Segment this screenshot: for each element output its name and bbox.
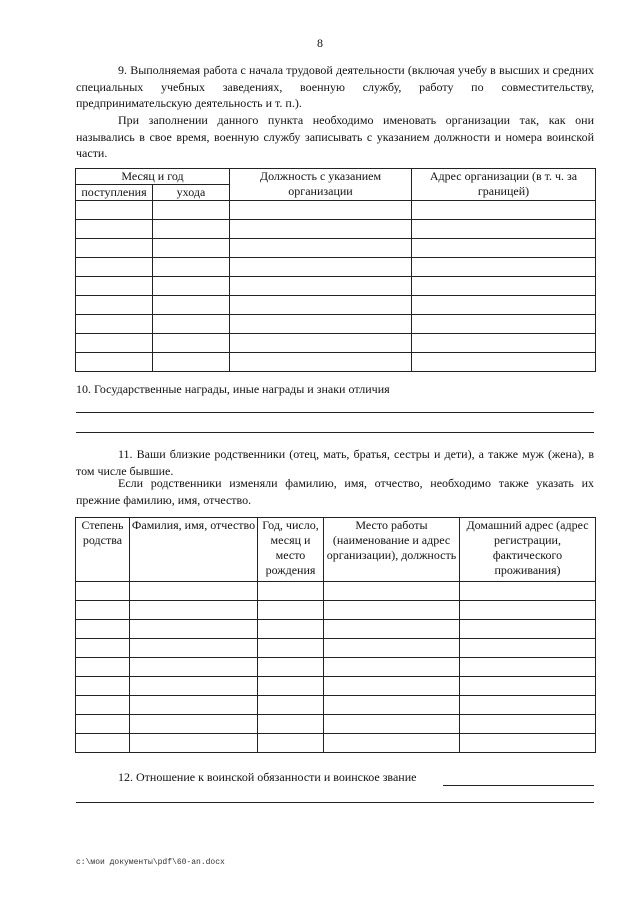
military-line-2[interactable]: [76, 802, 594, 803]
table-row: [76, 620, 596, 639]
table-cell[interactable]: [324, 696, 460, 715]
table-cell[interactable]: [412, 258, 596, 277]
table-row: [76, 239, 596, 258]
table-cell[interactable]: [76, 620, 130, 639]
header-work: Место работы (наименование и адрес организации), должность: [324, 518, 460, 582]
table-cell[interactable]: [153, 277, 230, 296]
table-cell[interactable]: [230, 296, 412, 315]
table-cell[interactable]: [460, 715, 596, 734]
table-cell[interactable]: [153, 334, 230, 353]
table-cell[interactable]: [76, 201, 153, 220]
table-cell[interactable]: [130, 582, 258, 601]
table-cell[interactable]: [460, 677, 596, 696]
section-11-title: 11. Ваши близкие родственники (отец, мать, братья, сестры и дети), а также муж (жена), в том числе бывшие.: [76, 447, 594, 478]
table-cell[interactable]: [230, 201, 412, 220]
table-cell[interactable]: [324, 658, 460, 677]
table-row: [76, 677, 596, 696]
table-row: [76, 601, 596, 620]
table-cell[interactable]: [76, 296, 153, 315]
table-cell[interactable]: [230, 334, 412, 353]
table-cell[interactable]: [460, 696, 596, 715]
header-leaving: ухода: [153, 185, 230, 201]
table-cell[interactable]: [76, 658, 130, 677]
table-cell[interactable]: [76, 334, 153, 353]
table-cell[interactable]: [258, 715, 324, 734]
page-number: 8: [317, 36, 323, 50]
table-cell[interactable]: [324, 677, 460, 696]
table-cell[interactable]: [412, 277, 596, 296]
table-row: [76, 315, 596, 334]
table-cell[interactable]: [324, 601, 460, 620]
section-11-note: Если родственники изменяли фамилию, имя, отчество, необходимо также указать их прежние фамилию, имя, отчество.: [76, 476, 594, 507]
table-cell[interactable]: [412, 239, 596, 258]
table-row: [76, 201, 596, 220]
section-12-title: 12. Отношение к воинской обязанности и воинское звание: [118, 770, 417, 784]
table-cell[interactable]: [76, 258, 153, 277]
table-cell[interactable]: [130, 677, 258, 696]
table-cell[interactable]: [230, 353, 412, 372]
table-cell[interactable]: [230, 315, 412, 334]
table-cell[interactable]: [324, 582, 460, 601]
table-cell[interactable]: [460, 582, 596, 601]
table-cell[interactable]: [460, 601, 596, 620]
header-home: Домашний адрес (адрес регистрации, фактического проживания): [460, 518, 596, 582]
table-row: [76, 696, 596, 715]
work-history-table: [75, 168, 596, 372]
table-cell[interactable]: [258, 734, 324, 753]
table-row: [76, 734, 596, 753]
table-cell[interactable]: [76, 734, 130, 753]
table-cell[interactable]: [153, 258, 230, 277]
table-cell[interactable]: [258, 582, 324, 601]
table-cell[interactable]: [258, 639, 324, 658]
table-row: [76, 715, 596, 734]
table-cell[interactable]: [76, 315, 153, 334]
table-cell[interactable]: [130, 658, 258, 677]
table-cell[interactable]: [153, 220, 230, 239]
table-row: [76, 353, 596, 372]
table-cell[interactable]: [324, 715, 460, 734]
table-cell[interactable]: [153, 315, 230, 334]
table-cell[interactable]: [76, 220, 153, 239]
table-cell[interactable]: [153, 239, 230, 258]
table-cell[interactable]: [130, 639, 258, 658]
table-cell[interactable]: [76, 677, 130, 696]
table-cell[interactable]: [153, 353, 230, 372]
table-row: [76, 658, 596, 677]
table-cell[interactable]: [153, 296, 230, 315]
table-cell[interactable]: [258, 658, 324, 677]
table-cell[interactable]: [76, 277, 153, 296]
table-cell[interactable]: [230, 220, 412, 239]
table-cell[interactable]: [230, 239, 412, 258]
table-cell[interactable]: [460, 639, 596, 658]
table-cell[interactable]: [130, 601, 258, 620]
table-cell[interactable]: [153, 201, 230, 220]
table-row: [76, 258, 596, 277]
table-row: [76, 220, 596, 239]
table-cell[interactable]: [76, 715, 130, 734]
awards-line-1[interactable]: [76, 412, 594, 413]
header-month-year: Месяц и год: [76, 169, 230, 185]
table-cell[interactable]: [230, 258, 412, 277]
table-cell[interactable]: [324, 639, 460, 658]
table-cell[interactable]: [76, 353, 153, 372]
table-row: [76, 639, 596, 658]
table-cell[interactable]: [324, 620, 460, 639]
table-row: [76, 582, 596, 601]
table-cell[interactable]: [130, 715, 258, 734]
header-degree: Степень родства: [76, 518, 130, 582]
table-cell[interactable]: [258, 696, 324, 715]
table-row: [76, 334, 596, 353]
header-birth: Год, число, месяц и место рождения: [258, 518, 324, 582]
table-row: [76, 277, 596, 296]
section-9-title: 9. Выполняемая работа с начала трудовой деятельности (включая учебу в высших и средних специальных учебных заведениях, военную службу, работу по совместительству, предпринимательскую деятельность и т. п.).: [76, 63, 594, 110]
table-cell[interactable]: [258, 620, 324, 639]
header-position: Должность с указанием организации: [230, 169, 412, 201]
table-cell[interactable]: [76, 639, 130, 658]
table-cell[interactable]: [412, 334, 596, 353]
table-cell[interactable]: [324, 734, 460, 753]
header-name: Фамилия, имя, отчество: [130, 518, 258, 582]
table-cell[interactable]: [412, 296, 596, 315]
relatives-table: [75, 517, 596, 753]
table-cell[interactable]: [258, 601, 324, 620]
footer-file-path: c:\мои документы\pdf\60-an.docx: [76, 858, 225, 867]
table-row: [76, 296, 596, 315]
table-cell[interactable]: [130, 696, 258, 715]
table-cell[interactable]: [460, 658, 596, 677]
table-cell[interactable]: [76, 696, 130, 715]
header-admission: поступления: [76, 185, 153, 201]
section-9-note: При заполнении данного пункта необходимо именовать организации так, как они назывались в свое время, военную службу записывать с указанием должности и номера воинской части.: [76, 113, 594, 160]
header-address: Адрес организации (в т. ч. за границей): [412, 169, 596, 201]
table-cell[interactable]: [76, 601, 130, 620]
table-cell[interactable]: [130, 620, 258, 639]
awards-line-2[interactable]: [76, 432, 594, 433]
table-cell[interactable]: [412, 201, 596, 220]
table-cell[interactable]: [412, 315, 596, 334]
table-cell[interactable]: [258, 677, 324, 696]
table-cell[interactable]: [76, 582, 130, 601]
table-cell[interactable]: [460, 734, 596, 753]
table-cell[interactable]: [130, 734, 258, 753]
table-cell[interactable]: [412, 353, 596, 372]
table-cell[interactable]: [460, 620, 596, 639]
table-cell[interactable]: [230, 277, 412, 296]
table-cell[interactable]: [76, 239, 153, 258]
section-10-title: 10. Государственные награды, иные награды и знаки отличия: [76, 382, 390, 396]
military-line-1[interactable]: [443, 785, 594, 786]
table-cell[interactable]: [412, 220, 596, 239]
